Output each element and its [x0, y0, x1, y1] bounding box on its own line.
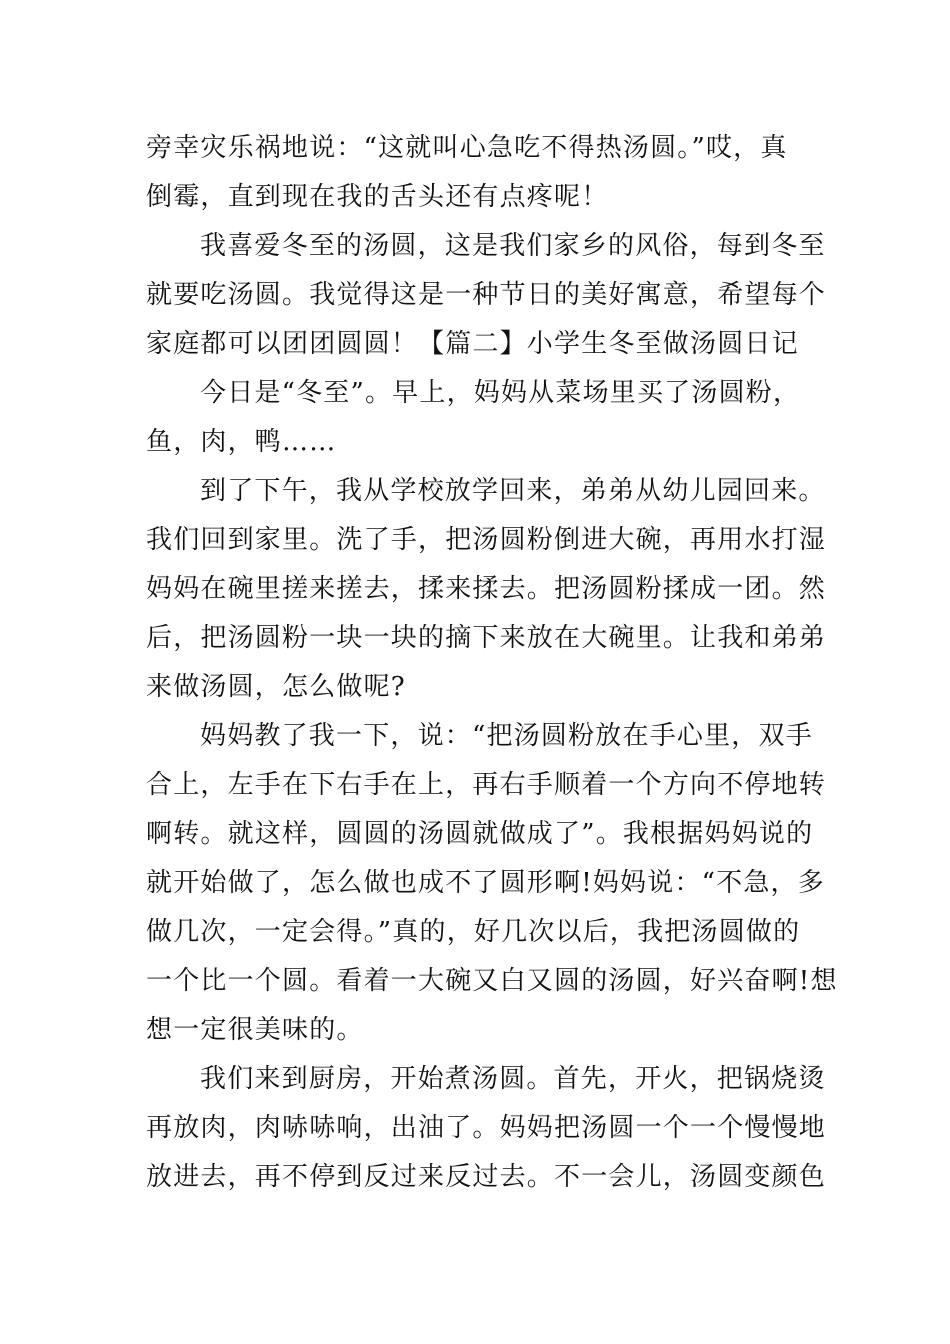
text-line: 想一定很美味的。 [146, 1015, 364, 1045]
paragraph-4 [146, 467, 827, 712]
text-line: 到了下午，我从学校放学回来，弟弟从幼儿园回来。 [200, 476, 826, 506]
text-line: 来做汤圆，怎么做呢? [146, 672, 406, 702]
text-line: 就要吃汤圆。我觉得这是一种节日的美好寓意，希望每个 [146, 280, 827, 310]
text-line: 我喜爱冬至的汤圆，这是我们家乡的风俗，每到冬至 [200, 231, 826, 261]
text-line: 妈妈在碗里搓来搓去，揉来揉去。把汤圆粉揉成一团。然 [146, 574, 827, 604]
text-line: 做几次，一定会得。”真的，好几次以后，我把汤圆做的 [146, 917, 801, 947]
text-line: 放进去，再不停到反过来反过去。不一会儿，汤圆变颜色 [146, 1162, 827, 1192]
text-line: 合上，左手在下右手在上，再右手顺着一个方向不停地转 [146, 770, 827, 800]
text-line: 啊转。就这样，圆圆的汤圆就做成了”。我根据妈妈说的 [146, 819, 814, 849]
text-line: 家庭都可以团团圆圆！【篇二】小学生冬至做汤圆日记 [146, 329, 799, 359]
paragraph-5 [146, 712, 838, 1055]
paragraph-6 [146, 1055, 827, 1202]
paragraph-2 [146, 222, 827, 369]
text-line: 旁幸灾乐祸地说：“这就叫心急吃不得热汤圆。”哎，真 [146, 133, 788, 163]
paragraph-1 [146, 124, 811, 222]
text-line: 再放肉，肉哧哧响，出油了。妈妈把汤圆一个一个慢慢地 [146, 1113, 827, 1143]
text-line: 倒霉，直到现在我的舌头还有点疼呢！ [146, 182, 609, 212]
text-line: 鱼，肉，鸭…… [146, 427, 337, 457]
text-line: 妈妈教了我一下，说：“把汤圆粉放在手心里，双手 [200, 721, 813, 751]
text-line: 一个比一个圆。看着一大碗又白又圆的汤圆，好兴奋啊!想 [146, 966, 838, 996]
text-line: 我们回到家里。洗了手，把汤圆粉倒进大碗，再用水打湿 [146, 525, 827, 555]
text-line: 我们来到厨房，开始煮汤圆。首先，开火，把锅烧烫 [200, 1064, 826, 1094]
paragraph-3 [146, 369, 811, 467]
document-body [146, 124, 838, 1202]
text-line: 就开始做了，怎么做也成不了圆形啊!妈妈说：“不急，多 [146, 868, 825, 898]
text-line: 今日是“冬至”。早上，妈妈从菜场里买了汤圆粉， [200, 378, 801, 408]
text-line: 后，把汤圆粉一块一块的摘下来放在大碗里。让我和弟弟 [146, 623, 827, 653]
